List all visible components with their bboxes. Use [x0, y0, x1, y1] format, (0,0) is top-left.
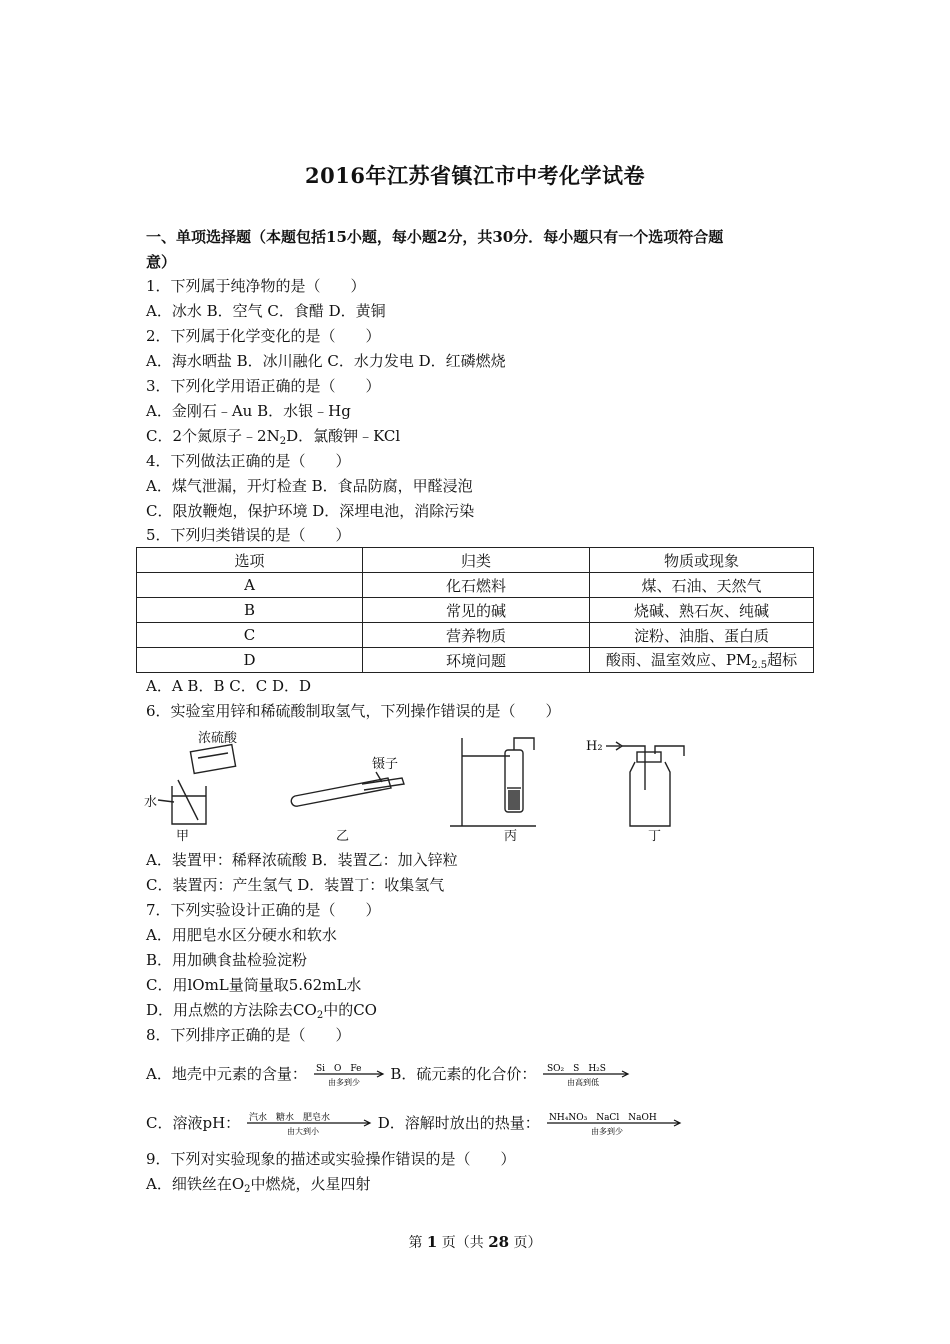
q7-stem: 7．下列实验设计正确的是（ ）: [146, 901, 381, 919]
q8-stem: 8．下列排序正确的是（ ）: [146, 1026, 351, 1044]
q7-option-d: [146, 1000, 377, 1026]
table-cell: 化石燃料: [363, 573, 590, 598]
q2-stem: 2．下列属于化学变化的是（ ）: [146, 327, 381, 345]
q8-d-bottom: 由多到少: [590, 1127, 623, 1136]
footer-post: 页）: [509, 1235, 542, 1251]
q5-options: A．A B．B C．C D．D: [146, 677, 312, 695]
q8-options-cd: [146, 1111, 683, 1137]
section-heading-cont: 意）: [146, 253, 177, 271]
pm-subscript: 2.5: [751, 660, 768, 671]
table-cell: A: [137, 573, 363, 598]
table-header-cell: 选项: [137, 548, 363, 573]
q8-option-c: C．溶液pH：: [146, 1114, 241, 1132]
label-h2: H₂: [586, 739, 603, 754]
table-cell: 淀粉、油脂、蛋白质: [590, 623, 814, 648]
q6-options-cd: C．装置丙：产生氢气 D．装置丁：收集氢气: [146, 876, 445, 894]
q9-a-subscript: 2: [244, 1184, 251, 1195]
table-cell: 烧碱、熟石灰、纯碱: [590, 598, 814, 623]
q7-d-text: D．用点燃的方法除去CO: [146, 1001, 317, 1019]
q8-a-arrow: [312, 1062, 386, 1088]
q3-option-d: D．氯酸钾﹣KCl: [286, 427, 401, 445]
label-yi: 乙: [336, 829, 350, 844]
table-row: [137, 598, 814, 623]
table-header-cell: 物质或现象: [590, 548, 814, 573]
table-cell: 煤、石油、天然气: [590, 573, 814, 598]
q8-option-d: D．溶解时放出的热量：: [377, 1114, 540, 1132]
q9-stem: 9．下列对实验现象的描述或实验操作错误的是（ ）: [146, 1150, 516, 1168]
q9-a-text: A．细铁丝在O: [146, 1175, 245, 1193]
q3-options-ab: A．金刚石﹣Au B．水银﹣Hg: [146, 402, 351, 420]
table-row: [137, 573, 814, 598]
table-header-row: [137, 548, 814, 573]
q9-option-a: [146, 1174, 371, 1200]
footer-pre: 第: [408, 1235, 427, 1251]
apparatus-ding: [606, 742, 684, 826]
q1-options: A．冰水 B．空气 C．食醋 D．黄铜: [146, 302, 386, 320]
table-cell: [590, 648, 814, 673]
pm-text: 酸雨、温室效应、PM: [605, 651, 752, 669]
q5-table: [136, 547, 814, 673]
q8-b-bottom: 由高到低: [567, 1078, 600, 1087]
q3-stem: 3．下列化学用语正确的是（ ）: [146, 377, 381, 395]
table-cell: B: [137, 598, 363, 623]
q6-stem: 6．实验室用锌和稀硫酸制取氢气，下列操作错误的是（ ）: [146, 702, 561, 720]
label-tweezers: 镊子: [372, 757, 399, 772]
q8-d-arrow: [545, 1111, 683, 1137]
q3-subscript: 2: [279, 436, 287, 447]
q8-b-top: SO₂ S H₂S: [547, 1064, 607, 1074]
table-row: [137, 623, 814, 648]
q5-stem: 5．下列归类错误的是（ ）: [146, 526, 351, 544]
apparatus-bing: [450, 738, 536, 826]
page-title: 2016年江苏省镇江市中考化学试卷: [305, 163, 645, 188]
q3-option-c: C．2个氮原子﹣2N: [146, 427, 280, 445]
label-ding: 丁: [648, 829, 662, 844]
table-cell: 常见的碱: [363, 598, 590, 623]
table-header-cell: 归类: [363, 548, 590, 573]
q8-option-b: B．硫元素的化合价：: [390, 1065, 537, 1083]
q8-a-bottom: 由多到少: [327, 1078, 360, 1087]
q8-b-arrow: [541, 1062, 631, 1088]
label-bing: 丙: [504, 829, 518, 844]
q4-options-ab: A．煤气泄漏，开灯检查 B．食品防腐，甲醛浸泡: [146, 477, 473, 495]
label-water: 水: [144, 795, 158, 810]
q8-c-bottom: 由大到小: [286, 1127, 319, 1136]
footer-mid: 页（共: [437, 1235, 489, 1251]
q8-options-ab: [146, 1062, 631, 1088]
q8-d-top: NH₄NO₃ NaCl NaOH: [548, 1113, 657, 1123]
label-jia: 甲: [176, 829, 190, 844]
q9-a-text-post: 中燃烧，火星四射: [250, 1175, 371, 1193]
q4-options-cd: C．限放鞭炮，保护环境 D．深埋电池，消除污染: [146, 502, 475, 520]
q8-c-arrow: [245, 1111, 373, 1137]
footer-page-number: 1: [426, 1233, 438, 1251]
pm-text-post: 超标: [767, 651, 798, 669]
q7-d-text-post: 中的CO: [323, 1001, 377, 1019]
q1-stem: 1．下列属于纯净物的是（ ）: [146, 277, 366, 295]
footer-total-pages: 28: [488, 1233, 510, 1251]
table-cell: 营养物质: [363, 623, 590, 648]
q8-c-top: 汽水 糖水 肥皂水: [248, 1113, 330, 1123]
table-row: [137, 648, 814, 673]
apparatus-jia: [158, 745, 236, 824]
q6-apparatus-figure: [140, 728, 700, 844]
q3-options-cd: [146, 426, 400, 452]
section-heading: 一、单项选择题（本题包括15小题，每小题2分，共30分．每小题只有一个选项符合题: [146, 228, 724, 246]
label-acid: 浓硫酸: [198, 731, 238, 746]
apparatus-yi: [291, 772, 404, 806]
q7-option-b: B．用加碘食盐检验淀粉: [146, 951, 308, 969]
table-cell: C: [137, 623, 363, 648]
q8-a-top: Si O Fe: [315, 1064, 362, 1074]
q7-option-a: A．用肥皂水区分硬水和软水: [146, 926, 337, 944]
q7-d-subscript: 2: [316, 1010, 324, 1021]
q4-stem: 4．下列做法正确的是（ ）: [146, 452, 351, 470]
page-footer: [0, 1232, 950, 1252]
q7-option-c: C．用lOmL量筒量取5.62mL水: [146, 976, 362, 994]
table-cell: 环境问题: [363, 648, 590, 673]
q8-option-a: A．地壳中元素的含量：: [146, 1065, 307, 1083]
table-cell: D: [137, 648, 363, 673]
q6-options-ab: A．装置甲：稀释浓硫酸 B．装置乙：加入锌粒: [146, 851, 458, 869]
q2-options: A．海水晒盐 B．冰川融化 C．水力发电 D．红磷燃烧: [146, 352, 506, 370]
